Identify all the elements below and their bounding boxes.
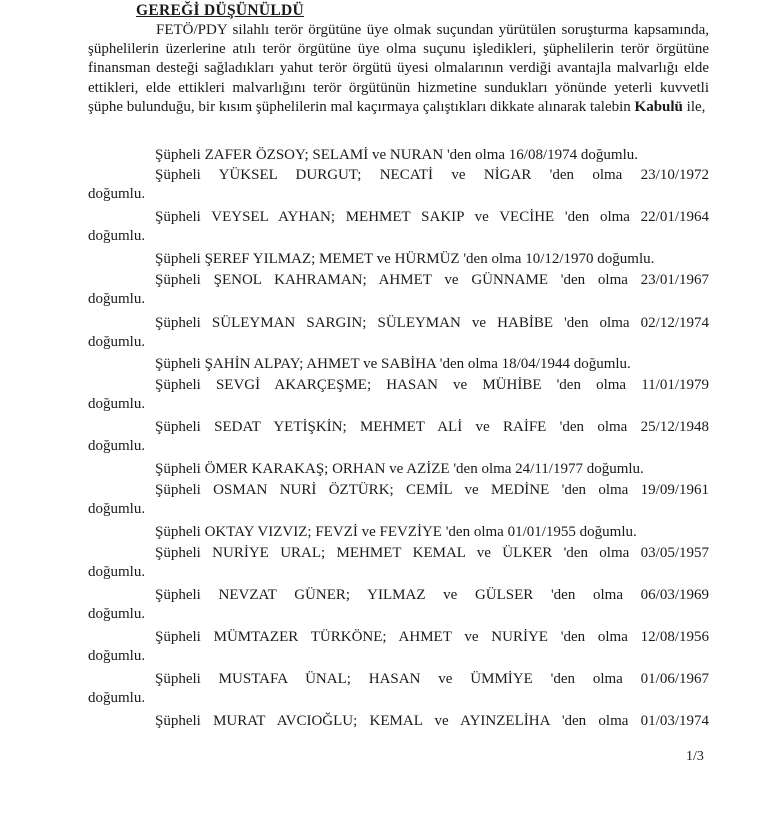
entry-line: Şüpheli SEVGİ AKARÇEŞME; HASAN ve MÜHİBE 'den olma 11/01/1979: [155, 377, 709, 393]
entry-continuation: doğumlu.: [88, 334, 146, 351]
suspect-entry: [88, 418, 709, 456]
entry-line: Şüpheli SEDAT YETİŞKİN; MEHMET ALİ ve RAİFE 'den olma 25/12/1948: [155, 419, 709, 435]
suspect-entry: [88, 376, 709, 414]
entry-line: Şüpheli ŞAHİN ALPAY; AHMET ve SABİHA 'den olma 18/04/1944 doğumlu.: [155, 356, 631, 372]
section-heading: GEREĞİ DÜŞÜNÜLDÜ: [136, 2, 305, 19]
suspect-entry: [88, 544, 709, 582]
entry-line: Şüpheli ŞENOL KAHRAMAN; AHMET ve GÜNNAME 'den olma 23/01/1967: [155, 272, 709, 288]
entry-line: Şüpheli OKTAY VIZVIZ; FEVZİ ve FEVZİYE 'den olma 01/01/1955 doğumlu.: [155, 524, 637, 540]
intro-bold-word: Kabulü: [634, 98, 683, 115]
suspect-entry: [88, 146, 709, 165]
suspect-entry: [88, 314, 709, 352]
intro-paragraph: [88, 21, 709, 117]
entry-continuation: doğumlu.: [88, 396, 146, 413]
suspect-entry: [88, 271, 709, 309]
entry-line: Şüpheli MUSTAFA ÜNAL; HASAN ve ÜMMİYE 'den olma 01/06/1967: [155, 671, 709, 687]
entry-line: Şüpheli NURİYE URAL; MEHMET KEMAL ve ÜLKER 'den olma 03/05/1957: [155, 545, 709, 561]
intro-text-end: ile,: [686, 98, 706, 115]
entry-continuation: doğumlu.: [88, 690, 146, 707]
entry-continuation: doğumlu.: [88, 564, 146, 581]
entry-line: Şüpheli NEVZAT GÜNER; YILMAZ ve GÜLSER 'den olma 06/03/1969: [155, 587, 709, 603]
intro-text: FETÖ/PDY silahlı terör örgütüne üye olmak suçundan yürütülen soruşturma kapsamında, şüphelilerin üzerlerine atılı terör örgütüne üye olma suçunu işledikleri, şüphelilerin terör örgütüne finansman desteği sağladıkları yahut terör örgütü üyesi olmalarının verdiği avantajla malvarlığı elde ettikleri, elde ettikleri malvarlığını terör örgütünün hizmetine sundukları yönünde yeterli kuvvetli şüphe bulunduğu, bir kısım şüphelilerin mal kaçırmaya çalıştıkları dikkate alınarak talebin: [88, 22, 709, 115]
entry-line: Şüpheli MURAT AVCIOĞLU; KEMAL ve AYINZELİHA 'den olma 01/03/1974: [155, 713, 709, 729]
suspect-entry: [88, 208, 709, 246]
entry-continuation: doğumlu.: [88, 228, 146, 245]
suspect-entry: [88, 355, 709, 374]
suspect-entry: [88, 460, 709, 479]
entry-continuation: doğumlu.: [88, 291, 146, 308]
entry-line: Şüpheli ÖMER KARAKAŞ; ORHAN ve AZİZE 'den olma 24/11/1977 doğumlu.: [155, 461, 644, 477]
suspect-entry: [88, 586, 709, 624]
entry-line: Şüpheli VEYSEL AYHAN; MEHMET SAKIP ve VECİHE 'den olma 22/01/1964: [155, 209, 709, 225]
entry-continuation: doğumlu.: [88, 438, 146, 455]
entry-line: Şüpheli OSMAN NURİ ÖZTÜRK; CEMİL ve MEDİNE 'den olma 19/09/1961: [155, 482, 709, 498]
suspect-entry: [88, 523, 709, 542]
entry-continuation: doğumlu.: [88, 648, 146, 665]
suspect-entry: [88, 166, 709, 204]
suspect-entry: [88, 628, 709, 666]
entry-line: Şüpheli SÜLEYMAN SARGIN; SÜLEYMAN ve HABİBE 'den olma 02/12/1974: [155, 315, 709, 331]
entry-line: Şüpheli YÜKSEL DURGUT; NECATİ ve NİGAR 'den olma 23/10/1972: [155, 167, 709, 183]
entry-continuation: doğumlu.: [88, 501, 146, 518]
suspect-entry: [88, 250, 709, 269]
page-number: 1/3: [686, 749, 704, 764]
entry-line: Şüpheli ŞEREF YILMAZ; MEMET ve HÜRMÜZ 'den olma 10/12/1970 doğumlu.: [155, 251, 655, 267]
entry-line: Şüpheli ZAFER ÖZSOY; SELAMİ ve NURAN 'den olma 16/08/1974 doğumlu.: [155, 147, 638, 163]
entry-continuation: doğumlu.: [88, 186, 146, 203]
suspect-entry: [88, 670, 709, 708]
entry-continuation: doğumlu.: [88, 606, 146, 623]
suspect-entry: [88, 712, 709, 731]
suspect-entry: [88, 481, 709, 519]
entry-line: Şüpheli MÜMTAZER TÜRKÖNE; AHMET ve NURİYE 'den olma 12/08/1956: [155, 629, 709, 645]
